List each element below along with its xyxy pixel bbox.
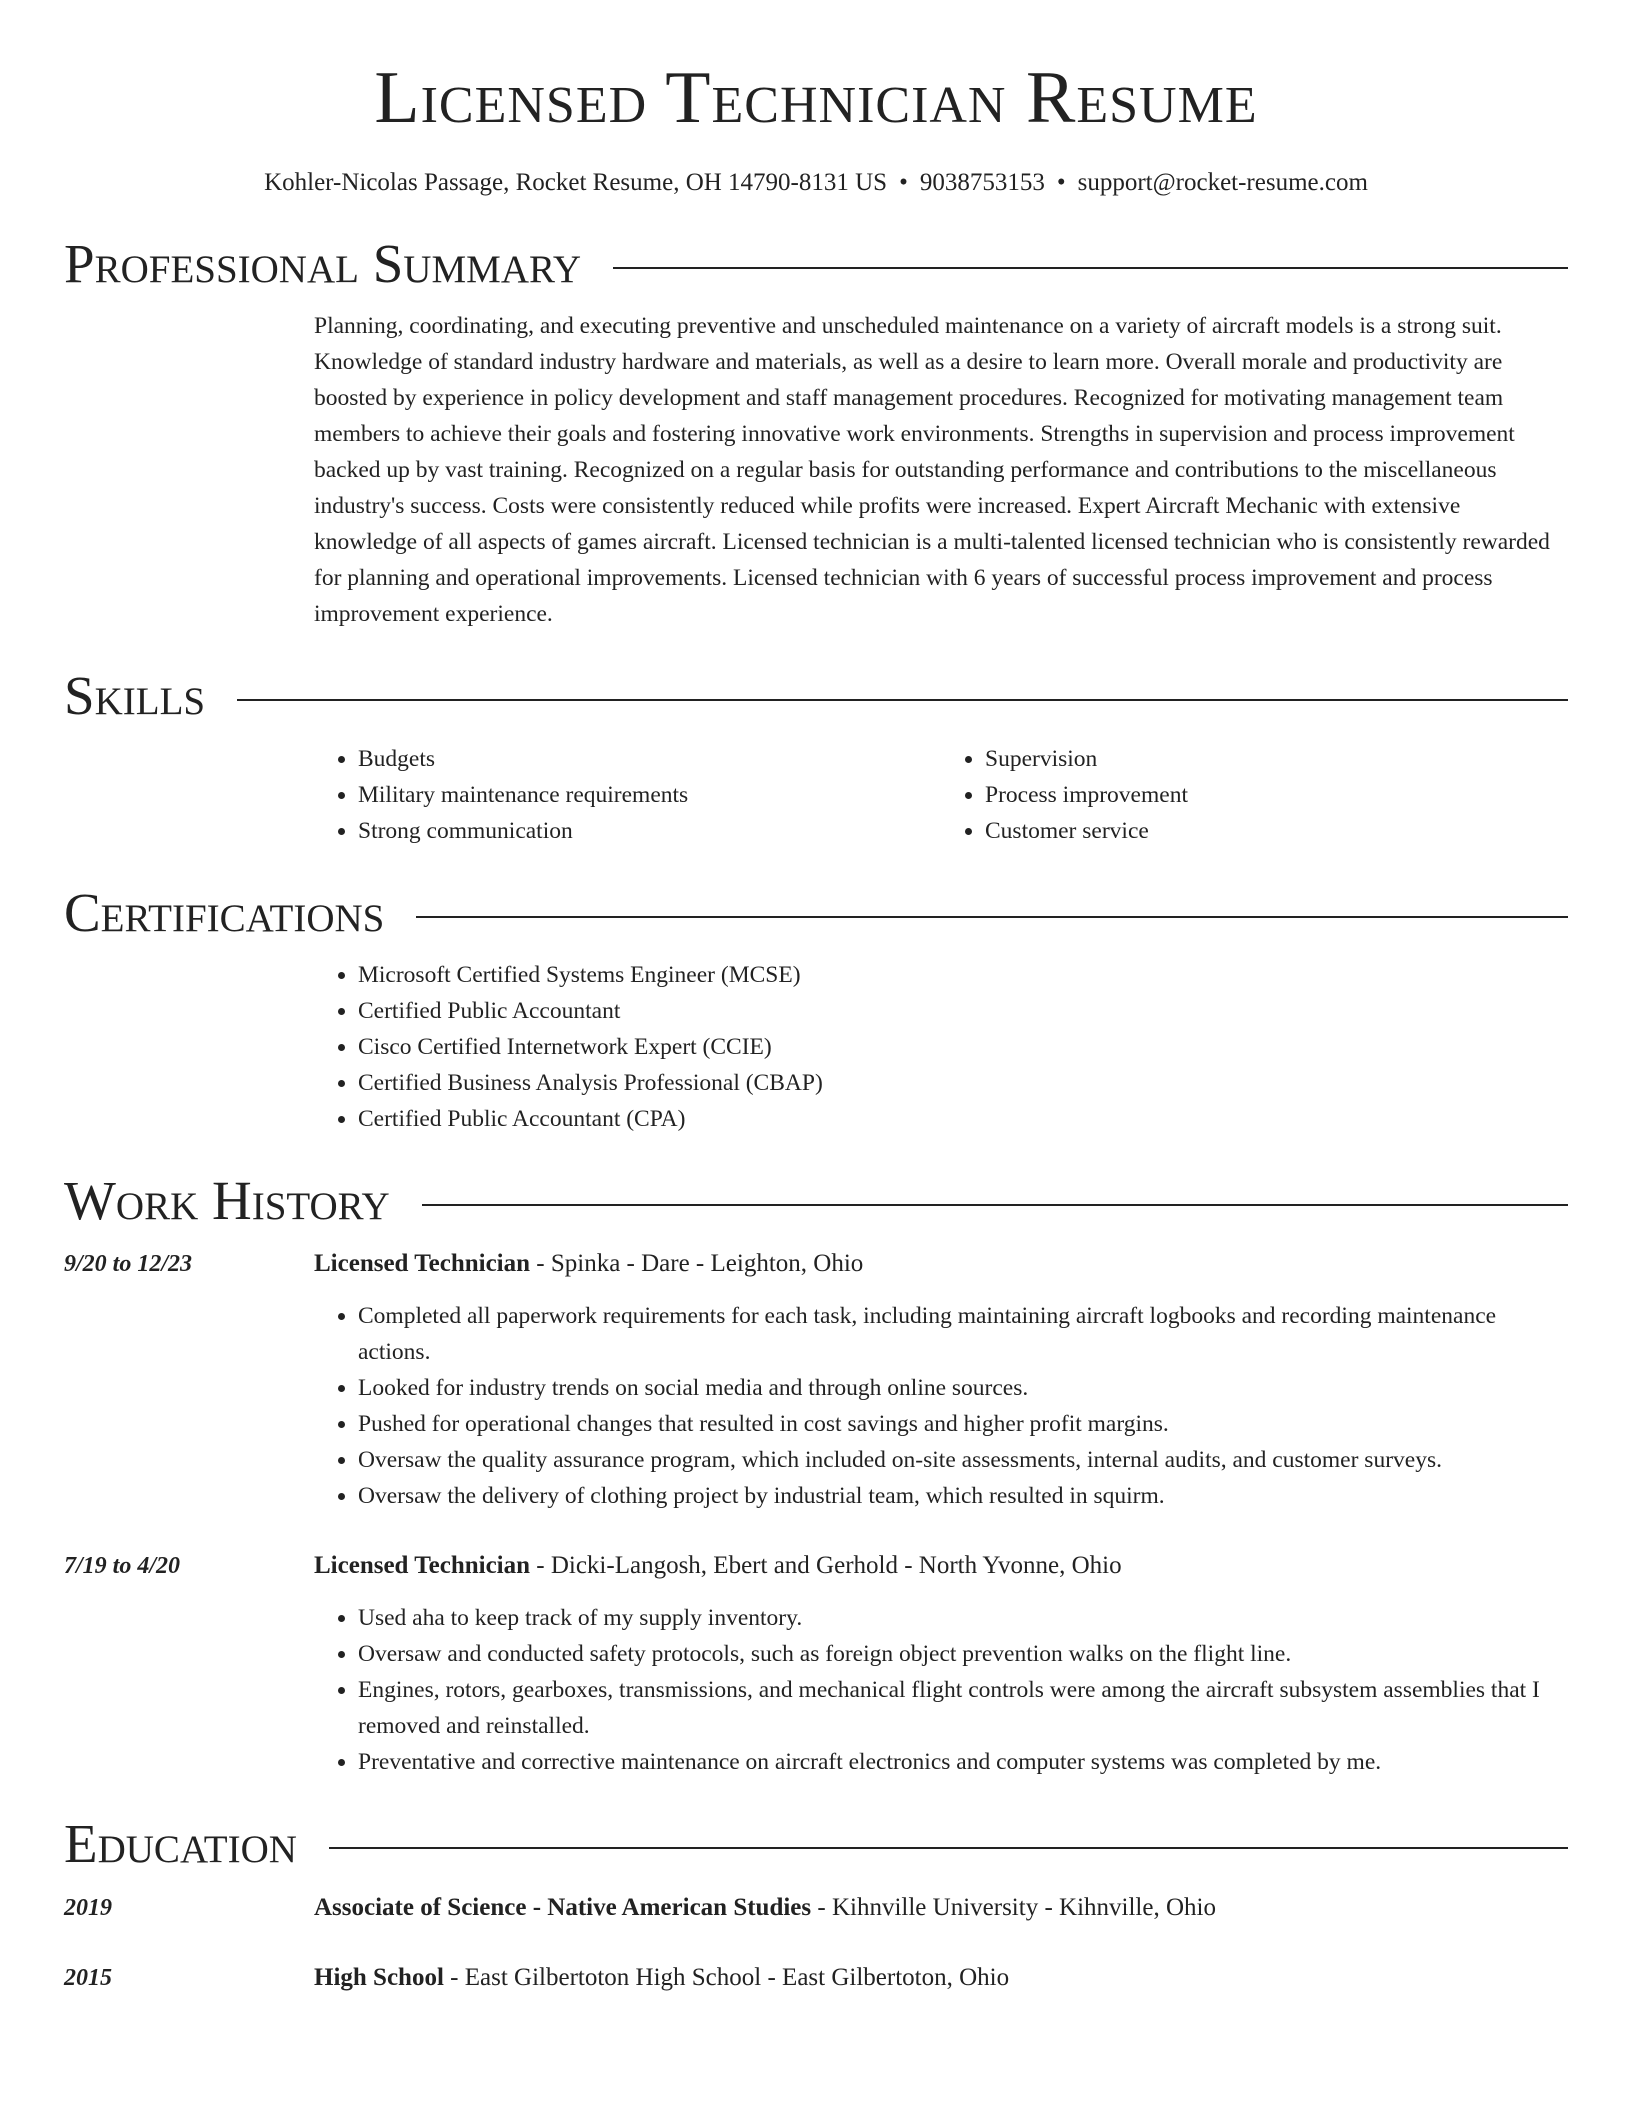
- certification-item: • Microsoft Certified Systems Engineer (MCSE): [358, 957, 1568, 993]
- job-bullet: • Preventative and corrective maintenance on aircraft electronics and computer systems was completed by me.: [358, 1744, 1568, 1780]
- job-dates: 7/19 to 4/20: [64, 1552, 181, 1579]
- certification-item: • Certified Business Analysis Professional (CBAP): [358, 1065, 1568, 1101]
- education-year: 2019: [64, 1895, 112, 1922]
- job-bullet: • Looked for industry trends on social media and through online sources.: [358, 1370, 1568, 1406]
- resume-title: Licensed Technician Resume: [374, 57, 1258, 139]
- section-divider: [416, 916, 1568, 918]
- contact-line: [64, 167, 1568, 200]
- skills-section-header: [64, 666, 1568, 727]
- job-title: Licensed Technician: [314, 1249, 531, 1277]
- job-company: - Dicki-Langosh, Ebert and Gerhold - North Yvonne, Ohio: [530, 1551, 1122, 1579]
- separator-dot: •: [1056, 169, 1066, 197]
- summary-heading: Professional Summary: [64, 232, 582, 294]
- education-school: - East Gilbertoton High School - East Gilbertoton, Ohio: [443, 1964, 1010, 1992]
- job-bullet: • Completed all paperwork requirements for each task, including maintaining aircraft logbooks and recording maintenance actions.: [358, 1298, 1568, 1370]
- certification-item: • Certified Public Accountant: [358, 993, 1568, 1029]
- job-bullet: • Oversaw the quality assurance program, which included on-site assessments, internal audits, and customer surveys.: [358, 1442, 1568, 1478]
- certifications-section-header: [64, 883, 1568, 944]
- education-degree: High School: [314, 1964, 444, 1992]
- work-section-header: [64, 1171, 1568, 1232]
- section-divider: [329, 1847, 1568, 1849]
- separator-dot: •: [899, 169, 908, 197]
- education-details: [314, 1960, 1568, 1996]
- certifications-heading: Certifications: [64, 881, 385, 943]
- skill-item: • Customer service: [985, 813, 1568, 849]
- job-dates: 9/20 to 12/23: [64, 1250, 193, 1277]
- skill-item: • Budgets: [358, 741, 941, 777]
- education-section-header: [64, 1814, 1568, 1875]
- job-details: [314, 1548, 1568, 1780]
- summary-text: Planning, coordinating, and executing preventive and unscheduled maintenance on a variety of aircraft models is a strong suit. Knowledge of standard industry hardware and materials, as well as a desire to learn more. Overall morale and productivity are boosted by experience in policy development and staff management procedures. Recognized for motivating management team members to achieve their goals and fostering innovative work environments. Strengths in supervision and process improvement backed up by vast training. Recognized on a regular basis for outstanding performance and contributions to the miscellaneous industry's success. Costs were consistently reduced while profits were increased. Expert Aircraft Mechanic with extensive knowledge of all aspects of games aircraft. Licensed technician is a multi-talented licensed technician who is consistently rewarded for planning and operational improvements. Licensed technician with 6 years of successful process improvement and process improvement experience.: [314, 313, 1550, 628]
- certifications-body: [314, 957, 1568, 1137]
- section-divider: [237, 699, 1568, 701]
- job-bullet: • Oversaw the delivery of clothing project by industrial team, which resulted in squirm.: [358, 1478, 1568, 1514]
- skill-item: • Strong communication: [358, 813, 941, 849]
- skill-item: • Military maintenance requirements: [358, 777, 941, 813]
- education-degree: Associate of Science - Native American Studies: [314, 1894, 812, 1922]
- section-divider: [422, 1204, 1568, 1206]
- job-bullet: • Pushed for operational changes that resulted in cost savings and higher profit margins.: [358, 1406, 1568, 1442]
- skills-column-left: [314, 741, 941, 849]
- education-details: [314, 1890, 1568, 1926]
- address: Kohler-Nicolas Passage, Rocket Resume, OH 14790-8131 US: [264, 169, 888, 197]
- job-bullet: • Oversaw and conducted safety protocols, such as foreign object prevention walks on the flight line.: [358, 1636, 1568, 1672]
- job-company: - Spinka - Dare - Leighton, Ohio: [530, 1249, 864, 1277]
- certification-item: • Cisco Certified Internetwork Expert (CCIE): [358, 1029, 1568, 1065]
- skills-column-right: [941, 741, 1568, 849]
- education-heading: Education: [64, 1812, 297, 1874]
- job-entry: [64, 1548, 1568, 1780]
- job-bullets: [314, 1298, 1568, 1514]
- section-divider: [613, 267, 1568, 269]
- summary-section-header: [64, 234, 1568, 295]
- job-bullets: [314, 1600, 1568, 1780]
- job-header: [314, 1548, 1568, 1584]
- education-entry: [64, 1890, 1568, 1926]
- email: support@rocket-resume.com: [1077, 169, 1368, 197]
- skill-item: • Process improvement: [985, 777, 1568, 813]
- skills-heading: Skills: [64, 665, 206, 727]
- job-bullet: • Engines, rotors, gearboxes, transmissions, and mechanical flight controls were among the aircraft subsystem assemblies that I removed and reinstalled.: [358, 1672, 1568, 1744]
- job-title: Licensed Technician: [314, 1551, 531, 1579]
- phone: 9038753153: [919, 169, 1045, 197]
- education-year: 2015: [64, 1965, 112, 1992]
- education-entry: [64, 1960, 1568, 1996]
- certification-item: • Certified Public Accountant (CPA): [358, 1101, 1568, 1137]
- education-school: - Kihnville University - Kihnville, Ohio: [811, 1894, 1216, 1922]
- job-details: [314, 1246, 1568, 1514]
- work-heading: Work History: [64, 1170, 390, 1232]
- job-bullet: • Used aha to keep track of my supply inventory.: [358, 1600, 1568, 1636]
- job-entry: [64, 1246, 1568, 1514]
- summary-body: [314, 308, 1568, 632]
- job-header: [314, 1246, 1568, 1282]
- skills-list: [314, 741, 1568, 849]
- certifications-list: [314, 957, 1568, 1137]
- skill-item: • Supervision: [985, 741, 1568, 777]
